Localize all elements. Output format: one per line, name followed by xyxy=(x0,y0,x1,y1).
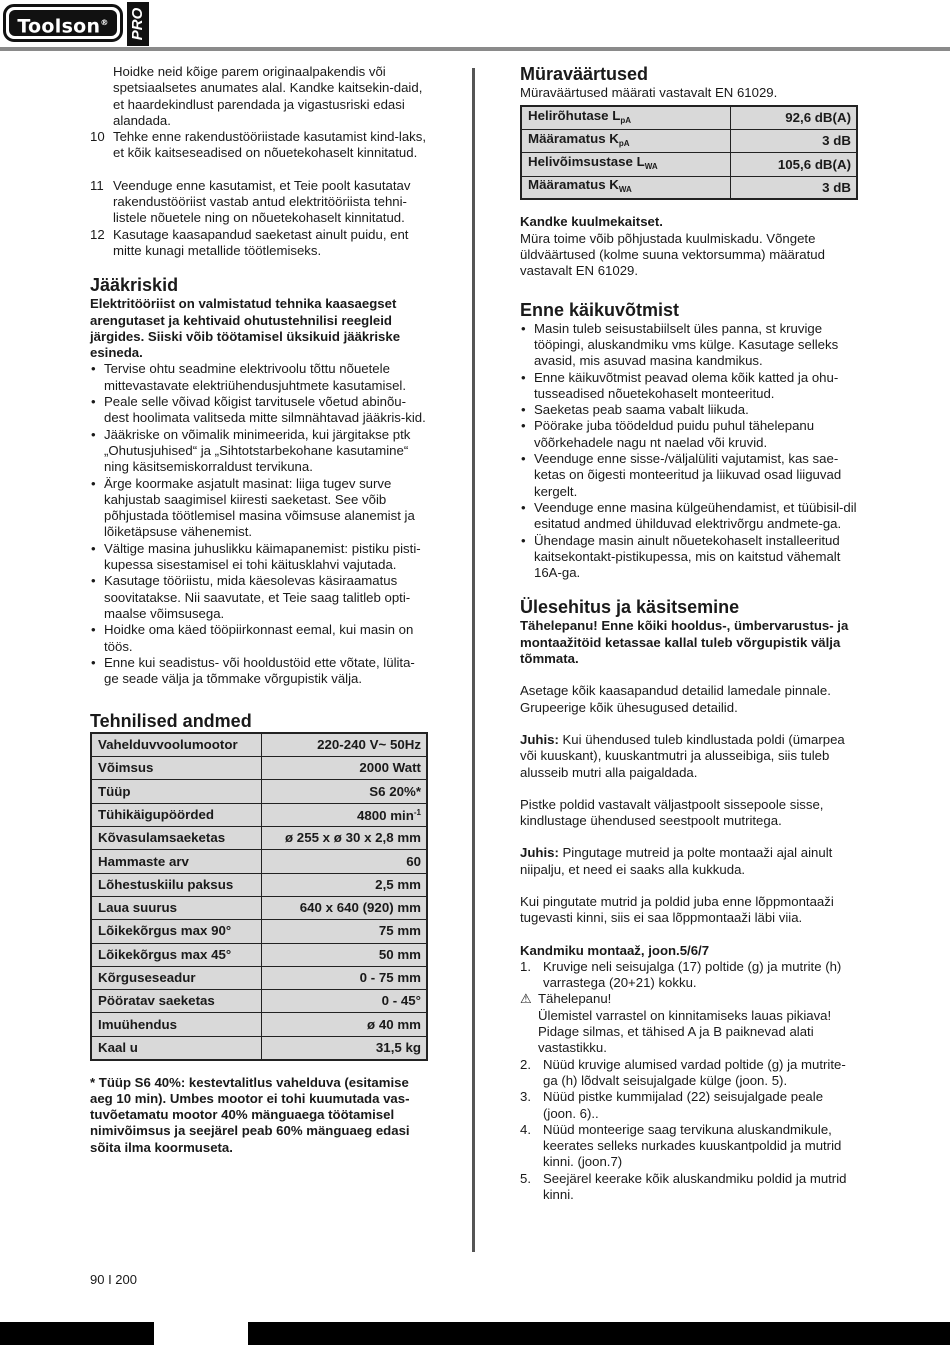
spec-value: 75 mm xyxy=(261,920,427,943)
spec-value: 0 - 75 mm xyxy=(261,966,427,989)
noise-label: Määramatus $K_{WA}$ xyxy=(521,176,731,199)
assembly-paragraph: Asetage kõik kaasapandud detailid lamedale pinnale. Grupeerige kõik ühesugused detailid. xyxy=(520,683,831,715)
step-number: 3. xyxy=(520,1089,531,1105)
spec-label: Imuühendus xyxy=(91,1013,261,1036)
note-text: Kui ühendused tuleb kindlustada poldi (ümarpea või kuuskant), kuuskantmutri ja alusseibiga, siis tuleb alusseib mutri alla paigaldada. xyxy=(520,731,845,780)
table-row xyxy=(91,733,427,756)
noise-values-table xyxy=(520,105,858,200)
left-column xyxy=(90,64,428,1156)
spec-label: Lõikekõrgus max 45° xyxy=(91,943,261,966)
assembly-note xyxy=(520,732,858,781)
spec-label: Võimsus xyxy=(91,757,261,780)
spec-label: Kõrguseseadur xyxy=(91,966,261,989)
step-text: Kruvige neli seisujalga (17) poltide (g) ja mutrite (h) varrastega (20+21) kokku. xyxy=(543,958,842,991)
assembly-paragraph: Kui pingutate mutrid ja poldid juba enne lõppmontaaži tugevasti kinni, siis ei saa lõppmontaaži läbi viia. xyxy=(520,893,834,926)
noise-value: 105,6 dB(A) xyxy=(731,153,857,176)
stand-assembly-steps xyxy=(520,959,858,992)
safety-intro-continued: Hoidke neid kõige parem originaalpakendis või spetsiaalsetes anumates alal. Kandke kaitsekin-daid, et haardekindlust parendada ja vigastusriski edasi alandada. xyxy=(113,64,423,128)
safety-item xyxy=(90,227,428,260)
spec-value-text: 4800 min xyxy=(356,808,414,824)
table-row xyxy=(91,873,427,896)
list-item xyxy=(520,1122,858,1171)
spec-label: Kõvasulamsaeketas xyxy=(91,827,261,850)
spec-label: Kaal u xyxy=(91,1036,261,1059)
table-row xyxy=(521,176,857,199)
list-item: • Ühendage masin ainult nõuetekohaselt installeeritud kaitsekontakt-pistikupessa, mis on kaitstud vähemalt 16A-ga. xyxy=(520,533,858,582)
spec-value: 640 x 640 (920) mm xyxy=(261,896,427,919)
table-row xyxy=(91,850,427,873)
table-row xyxy=(91,1036,427,1059)
table-row xyxy=(91,780,427,803)
list-item: • Peale selle võivad kõigist tarvitusele võetud abinõu-dest hoolimata valitseda mitte silmnähtavad jääkris-kid. xyxy=(90,394,428,427)
footer-bar-gap xyxy=(154,1322,248,1345)
spec-value: ø 40 mm xyxy=(261,1013,427,1036)
step-text: Nüüd kruvige alumised vardad poltide (g) ja mutrite-ga (h) lõdvalt seisujalgade külge (joon. 5). xyxy=(543,1056,846,1088)
noise-values-heading: Müraväärtused xyxy=(520,64,649,84)
spec-label: Tühikäigupöörded xyxy=(91,803,261,826)
right-column xyxy=(520,64,858,1203)
step-text: Nüüd monteerige saag tervikuna aluskandmikule, keerates selleks nurkades kuuskantpoldid ja mutrid kinni. (joon.7) xyxy=(543,1121,842,1170)
note-label: Juhis: xyxy=(520,731,559,747)
spec-value: ø 255 x ø 30 x 2,8 mm xyxy=(261,827,427,850)
table-row xyxy=(521,153,857,176)
spec-label: Tüüp xyxy=(91,780,261,803)
step-number: 4. xyxy=(520,1121,531,1137)
residual-risks-lead: Elektritööriist on valmistatud tehnika kaasaegset arengutaset ja kehtivaid ohutustehnilisi reegleid järgides. Siiski võib töötamisel üksikuid jääkriske esineda. xyxy=(90,296,401,361)
spec-value: 0 - 45° xyxy=(261,990,427,1013)
list-item: • Tervise ohtu seadmine elektrivoolu tõttu nõuetele mittevastavate elektriühendusjuhtmete kasutamisel. xyxy=(90,361,428,394)
table-row xyxy=(521,106,857,129)
table-row xyxy=(91,990,427,1013)
step-number: 1. xyxy=(520,958,531,974)
table-row xyxy=(91,1013,427,1036)
item-text: Veenduge enne kasutamist, et Teie poolt kasutatav rakendustööriist vastab antud elektritööriista tehni-listele nõuetele ning on nõuetekohaselt kinnitatud. xyxy=(113,177,411,226)
noise-label: Määramatus $K_{pA}$ xyxy=(521,130,731,153)
list-item: • Enne kui seadistus- või hooldustöid ette võtate, lülita-ge seade välja ja tõmmake võrgupistik välja. xyxy=(90,655,428,688)
list-item: • Veenduge enne sisse-/väljalüliti vajutamist, kas sae-ketas on õigesti monteeritud ja liikuvad osad liiguvad kergelt. xyxy=(520,451,858,500)
caution-text: Ülemistel varrastel on kinnitamiseks lauas pikiava! Pidage silmas, et tähised A ja B paiknevad alati vastastikku. xyxy=(538,1007,832,1056)
technical-footnote: * Tüüp S6 40%: kestevtalitlus vahelduva (esitamise aeg 10 min). Umbes mootor ei tohi kuumutada vas-tuvõetamatu mootor 40% mänguaega töötamisel nimivõimsus ja seejärel peab 60% mänguaeg edasi sõita ilma koormuseta. xyxy=(90,1074,410,1155)
spec-value: 60 xyxy=(261,850,427,873)
assembly-note xyxy=(520,845,858,878)
noise-values-subtitle: Müraväärtused määrati vastavalt EN 61029. xyxy=(520,85,778,100)
ear-protection-text: Müra toime võib põhjustada kuulmiskadu. Võngete üldväärtused (kolme suuna vektorsumma) määratud vastavalt EN 61029. xyxy=(520,230,825,279)
technical-data-table xyxy=(90,732,428,1060)
table-row xyxy=(521,130,857,153)
pro-badge xyxy=(127,2,149,46)
registered-mark: ® xyxy=(100,18,109,27)
item-text: Tehke enne rakendustööriistade kasutamist kind-laks, et kõik kaitseseadised on nõuetekohaselt kinnitatud. xyxy=(113,129,427,161)
list-item: • Enne käikuvõtmist peavad olema kõik katted ja ohu-tusseadised nõuetekohaselt monteeritud. xyxy=(520,370,858,403)
pro-label: PRO xyxy=(129,7,146,41)
noise-label: Helivõimsustase $L_{WA}$ xyxy=(521,153,731,176)
list-item: • Veenduge enne masina külgeühendamist, et tüübisil-dil esitatud andmed ühilduvad elektrivõrgu andmete-ga. xyxy=(520,500,858,533)
spec-label: Lõikekõrgus max 90° xyxy=(91,920,261,943)
list-item xyxy=(520,1057,858,1090)
table-row xyxy=(91,920,427,943)
spec-value: 2,5 mm xyxy=(261,873,427,896)
list-item xyxy=(520,959,858,992)
item-number: 10 xyxy=(90,129,105,145)
list-item xyxy=(520,1089,858,1122)
table-row xyxy=(91,803,427,826)
step-text: Nüüd pistke kummijalad (22) seisujalgade peale (joon. 6).. xyxy=(543,1089,824,1121)
item-number: 11 xyxy=(90,177,104,193)
page-number: 90 I 200 xyxy=(90,1272,137,1287)
spec-value: 31,5 kg xyxy=(261,1036,427,1059)
item-text: Kasutage kaasapandud saeketast ainult puidu, ent mitte kunagi metallide töötlemiseks. xyxy=(113,226,409,258)
list-item: • Masin tuleb seisustabiilselt üles panna, st kruvige tööpingi, aluskandmiku vms külge. Kasutage selleks avasid, mis asuvad masina kandmikus. xyxy=(520,321,858,370)
residual-risks-heading: Jääkriskid xyxy=(90,275,179,296)
safety-item xyxy=(90,178,428,227)
column-divider xyxy=(472,68,475,1252)
spec-label: Vahelduvvoolumootor xyxy=(91,733,261,756)
table-row xyxy=(91,943,427,966)
list-item: • Jääkriske on võimalik minimeerida, kui järgitakse ptk „Ohutusjuhised“ ja „Sihtotstarbekohane kasutamine“ ning käsitsemiskorraldust tervikuna. xyxy=(90,427,428,476)
list-item: • Ärge koormake asjatult masinat: liiga tugev surve kahjustab saagimisel kiiresti saeketast. See võib põhjustada töötlemisel masina võimsuse alanemist ja lõiketäpsuse vähenemist. xyxy=(90,476,428,541)
table-row xyxy=(91,827,427,850)
spec-value xyxy=(261,803,427,826)
note-label: Juhis: xyxy=(520,845,559,861)
before-use-list xyxy=(520,321,858,582)
spec-label: Lõhestuskiilu paksus xyxy=(91,873,261,896)
list-item: • Kasutage tööriistu, mida käesolevas käsiraamatus soovitatakse. Nii saavutate, et Teie saag talitleb opti-maalse võimsusega. xyxy=(90,573,428,622)
header-rule xyxy=(0,47,950,51)
toolson-logo xyxy=(3,4,123,42)
list-item: • Pöörake juba töödeldud puidu puhul tähelepanu võõrkehadele nagu nt naelad või kruvid. xyxy=(520,418,858,451)
spec-value: 50 mm xyxy=(261,943,427,966)
noise-value: 3 dB xyxy=(731,130,857,153)
list-item: • Hoidke oma käed tööpiirkonnast eemal, kui masin on töös. xyxy=(90,622,428,655)
before-use-heading: Enne käikuvõtmist xyxy=(520,299,680,320)
assembly-paragraph: Pistke poldid vastavalt väljastpoolt sissepoole sisse, kindlustage ühendused seestpoolt mutritega. xyxy=(520,796,824,829)
step-number: 2. xyxy=(520,1056,531,1072)
caution-note xyxy=(520,991,858,1056)
ear-protection-title: Kandke kuulmekaitset. xyxy=(520,214,663,230)
list-item: • Saeketas peab saama vabalt liikuda. xyxy=(520,402,858,418)
assembly-warning: Tähelepanu! Enne kõiki hooldus-, ümbervarustus- ja montaažitöid ketassae kallal tuleb võrgupistik välja tõmmata. xyxy=(520,618,849,667)
footer-bar xyxy=(0,1322,950,1345)
noise-value: 92,6 dB(A) xyxy=(731,106,857,129)
brand-name: Toolson xyxy=(17,15,101,38)
spec-value: 2000 Watt xyxy=(261,757,427,780)
note-text: Pingutage mutreid ja polte montaaži ajal ainult niipalju, et need ei saaks alla kukkuda. xyxy=(520,845,833,877)
spec-label: Pööratav saeketas xyxy=(91,990,261,1013)
spec-value-exponent: -1 xyxy=(413,808,421,818)
spec-value: S6 20%* xyxy=(261,780,427,803)
spec-label: Hammaste arv xyxy=(91,850,261,873)
stand-assembly-steps xyxy=(520,1057,858,1204)
spec-value: 220-240 V~ 50Hz xyxy=(261,733,427,756)
table-row xyxy=(91,896,427,919)
technical-data-heading: Tehnilised andmed xyxy=(90,711,252,732)
safety-item xyxy=(90,129,428,162)
spec-label: Laua suurus xyxy=(91,896,261,919)
item-number: 12 xyxy=(90,226,105,242)
caution-title: Tähelepanu! xyxy=(538,991,612,1007)
table-row xyxy=(91,966,427,989)
page-header xyxy=(0,0,950,52)
assembly-heading: Ülesehitus ja käsitsemine xyxy=(520,597,740,618)
step-number: 5. xyxy=(520,1170,531,1186)
noise-value: 3 dB xyxy=(731,176,857,199)
list-item xyxy=(520,1171,858,1204)
stand-assembly-heading: Kandmiku montaaž, joon.5/6/7 xyxy=(520,942,710,958)
step-text: Seejärel keerake kõik aluskandmiku poldid ja mutrid kinni. xyxy=(543,1170,847,1203)
list-item: • Vältige masina juhuslikku käimapanemist: pistiku pisti-kupessa sisestamisel ei tohi käitusklahvi vajutada. xyxy=(90,541,428,574)
residual-risks-list xyxy=(90,361,428,687)
noise-label: Helirõhutase $L_{pA}$ xyxy=(521,106,731,129)
table-row xyxy=(91,757,427,780)
warning-triangle-icon: ⚠ xyxy=(520,991,532,1007)
